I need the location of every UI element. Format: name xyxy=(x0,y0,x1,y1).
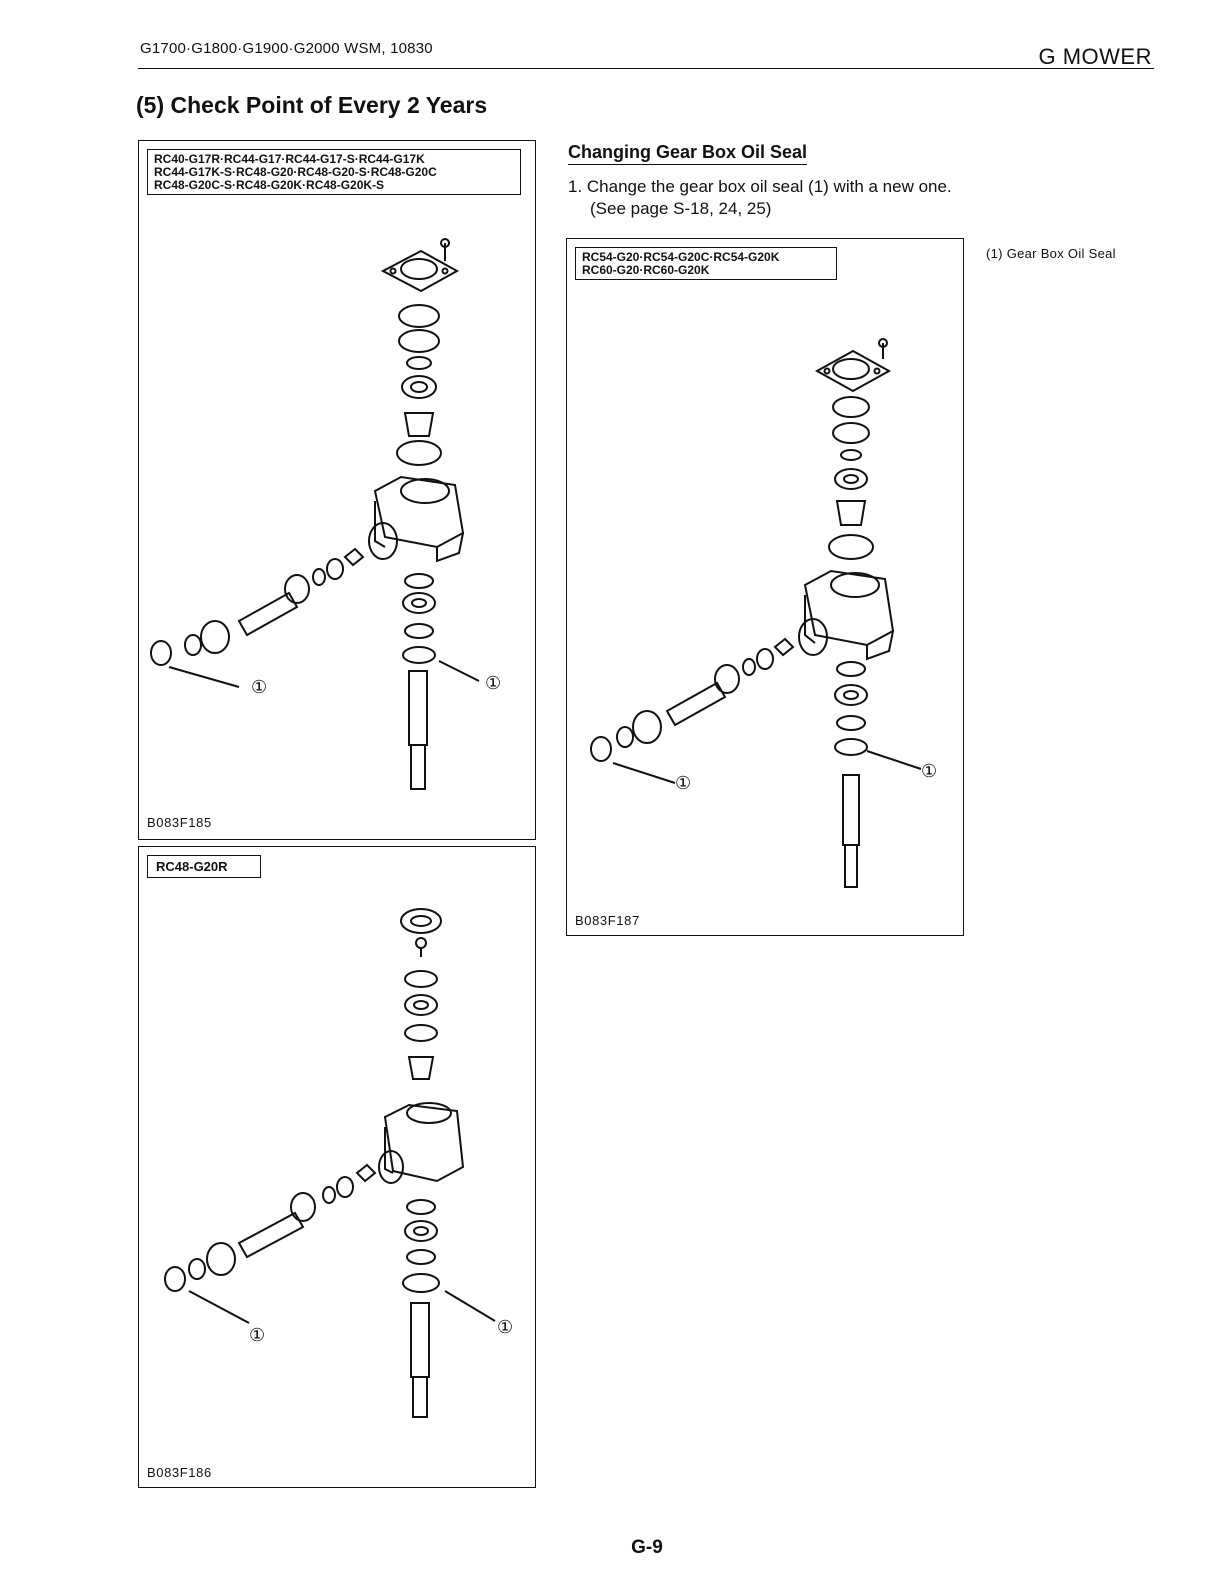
figure-3 xyxy=(566,238,964,936)
callout-1: ① xyxy=(497,1317,514,1338)
callout-1: ① xyxy=(249,1325,266,1346)
model-line: RC44-G17K-S·RC48-G20·RC48-G20-S·RC48-G20C xyxy=(154,165,437,179)
section-name: G MOWER xyxy=(1038,44,1152,69)
document-title: G1700·G1800·G1900·G2000 WSM, 10830 xyxy=(140,40,433,57)
figure-2 xyxy=(138,846,536,1488)
page-reference: (See page S-18, 24, 25) xyxy=(590,199,772,218)
procedure-step xyxy=(568,176,952,220)
procedure-heading: Changing Gear Box Oil Seal xyxy=(568,142,807,165)
callout-1: ① xyxy=(485,673,502,694)
model-line: RC54-G20·RC54-G20C·RC54-G20K xyxy=(582,250,780,264)
figure-code: B083F187 xyxy=(575,913,640,928)
model-line: RC48-G20R xyxy=(156,859,228,874)
gearbox-exploded-drawing xyxy=(567,239,965,937)
figure-1 xyxy=(138,140,536,840)
model-line: RC60-G20·RC60-G20K xyxy=(582,263,710,277)
callout-1: ① xyxy=(251,677,268,698)
callout-1: ① xyxy=(675,773,692,794)
header-rule xyxy=(138,68,1154,69)
section-title: (5) Check Point of Every 2 Years xyxy=(136,92,488,118)
callout-1: ① xyxy=(921,761,938,782)
legend: (1) Gear Box Oil Seal xyxy=(986,246,1116,261)
model-line: RC40-G17R·RC44-G17·RC44-G17-S·RC44-G17K xyxy=(154,152,425,166)
page-number: G-9 xyxy=(631,1537,663,1558)
gearbox-exploded-drawing xyxy=(139,141,537,841)
figure-code: B083F185 xyxy=(147,815,212,830)
model-line: RC48-G20C-S·RC48-G20K·RC48-G20K-S xyxy=(154,178,385,192)
figure-code: B083F186 xyxy=(147,1465,212,1480)
gearbox-exploded-drawing xyxy=(139,847,537,1489)
step-text: 1. Change the gear box oil seal (1) with a new one. xyxy=(568,177,952,196)
